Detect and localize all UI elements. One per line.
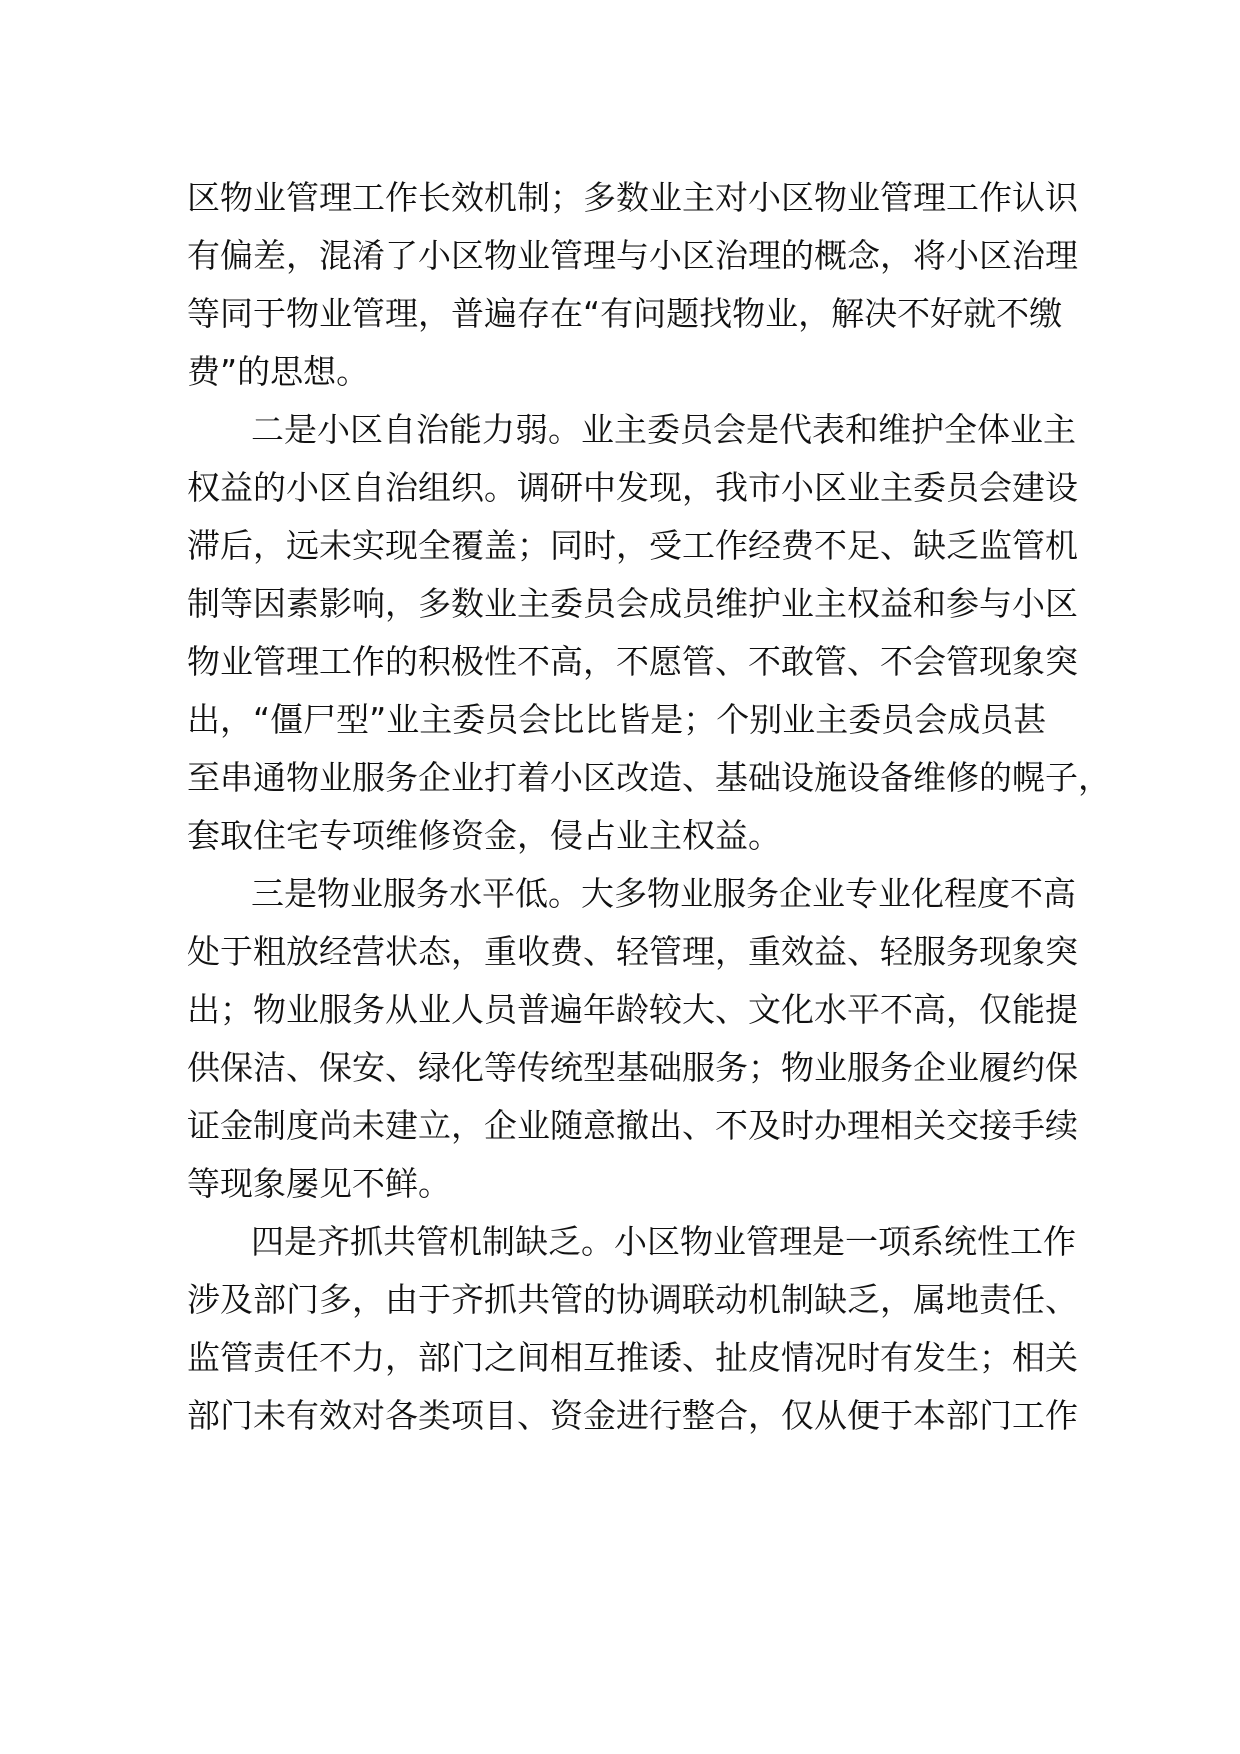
- paragraph-first-line: 四是齐抓共管机制缺乏。小区物业管理是一项系统性工作: [251, 1222, 1076, 1261]
- paragraph-first-line: 三是物业服务水平低。大多物业服务企业专业化程度不高: [251, 874, 1076, 913]
- text-line: 区物业管理工作长效机制；多数业主对小区物业管理工作认识: [187, 178, 1078, 217]
- text-line: 权益的小区自治组织。调研中发现，我市小区业主委员会建设: [187, 468, 1078, 507]
- text-line: 套取住宅专项维修资金，侵占业主权益。: [187, 816, 781, 855]
- text-line: 等同于物业管理，普遍存在“有问题找物业，解决不好就不缴: [187, 294, 1063, 333]
- text-line: 制等因素影响，多数业主委员会成员维护业主权益和参与小区: [187, 584, 1078, 623]
- text-line: 证金制度尚未建立，企业随意撤出、不及时办理相关交接手续: [187, 1106, 1078, 1145]
- text-line: 物业管理工作的积极性不高，不愿管、不敢管、不会管现象突: [187, 642, 1078, 681]
- text-line: 处于粗放经营状态，重收费、轻管理，重效益、轻服务现象突: [187, 932, 1078, 971]
- text-line: 出；物业服务从业人员普遍年龄较大、文化水平不高，仅能提: [187, 990, 1078, 1029]
- text-line: 监管责任不力，部门之间相互推诿、扯皮情况时有发生；相关: [187, 1338, 1078, 1377]
- text-line: 至串通物业服务企业打着小区改造、基础设施设备维修的幌子，: [187, 758, 1111, 797]
- text-line: 滞后，远未实现全覆盖；同时，受工作经费不足、缺乏监管机: [187, 526, 1078, 565]
- text-line: 部门未有效对各类项目、资金进行整合，仅从便于本部门工作: [187, 1396, 1078, 1435]
- text-line: 出，“僵尸型”业主委员会比比皆是；个别业主委员会成员甚: [187, 700, 1047, 739]
- text-line: 费”的思想。: [187, 352, 370, 391]
- text-line: 等现象屡见不鲜。: [187, 1164, 451, 1203]
- text-line: 涉及部门多，由于齐抓共管的协调联动机制缺乏，属地责任、: [187, 1280, 1078, 1319]
- text-line: 供保洁、保安、绿化等传统型基础服务；物业服务企业履约保: [187, 1048, 1078, 1087]
- paragraph-first-line: 二是小区自治能力弱。业主委员会是代表和维护全体业主: [251, 410, 1076, 449]
- text-line: 有偏差，混淆了小区物业管理与小区治理的概念，将小区治理: [187, 236, 1078, 275]
